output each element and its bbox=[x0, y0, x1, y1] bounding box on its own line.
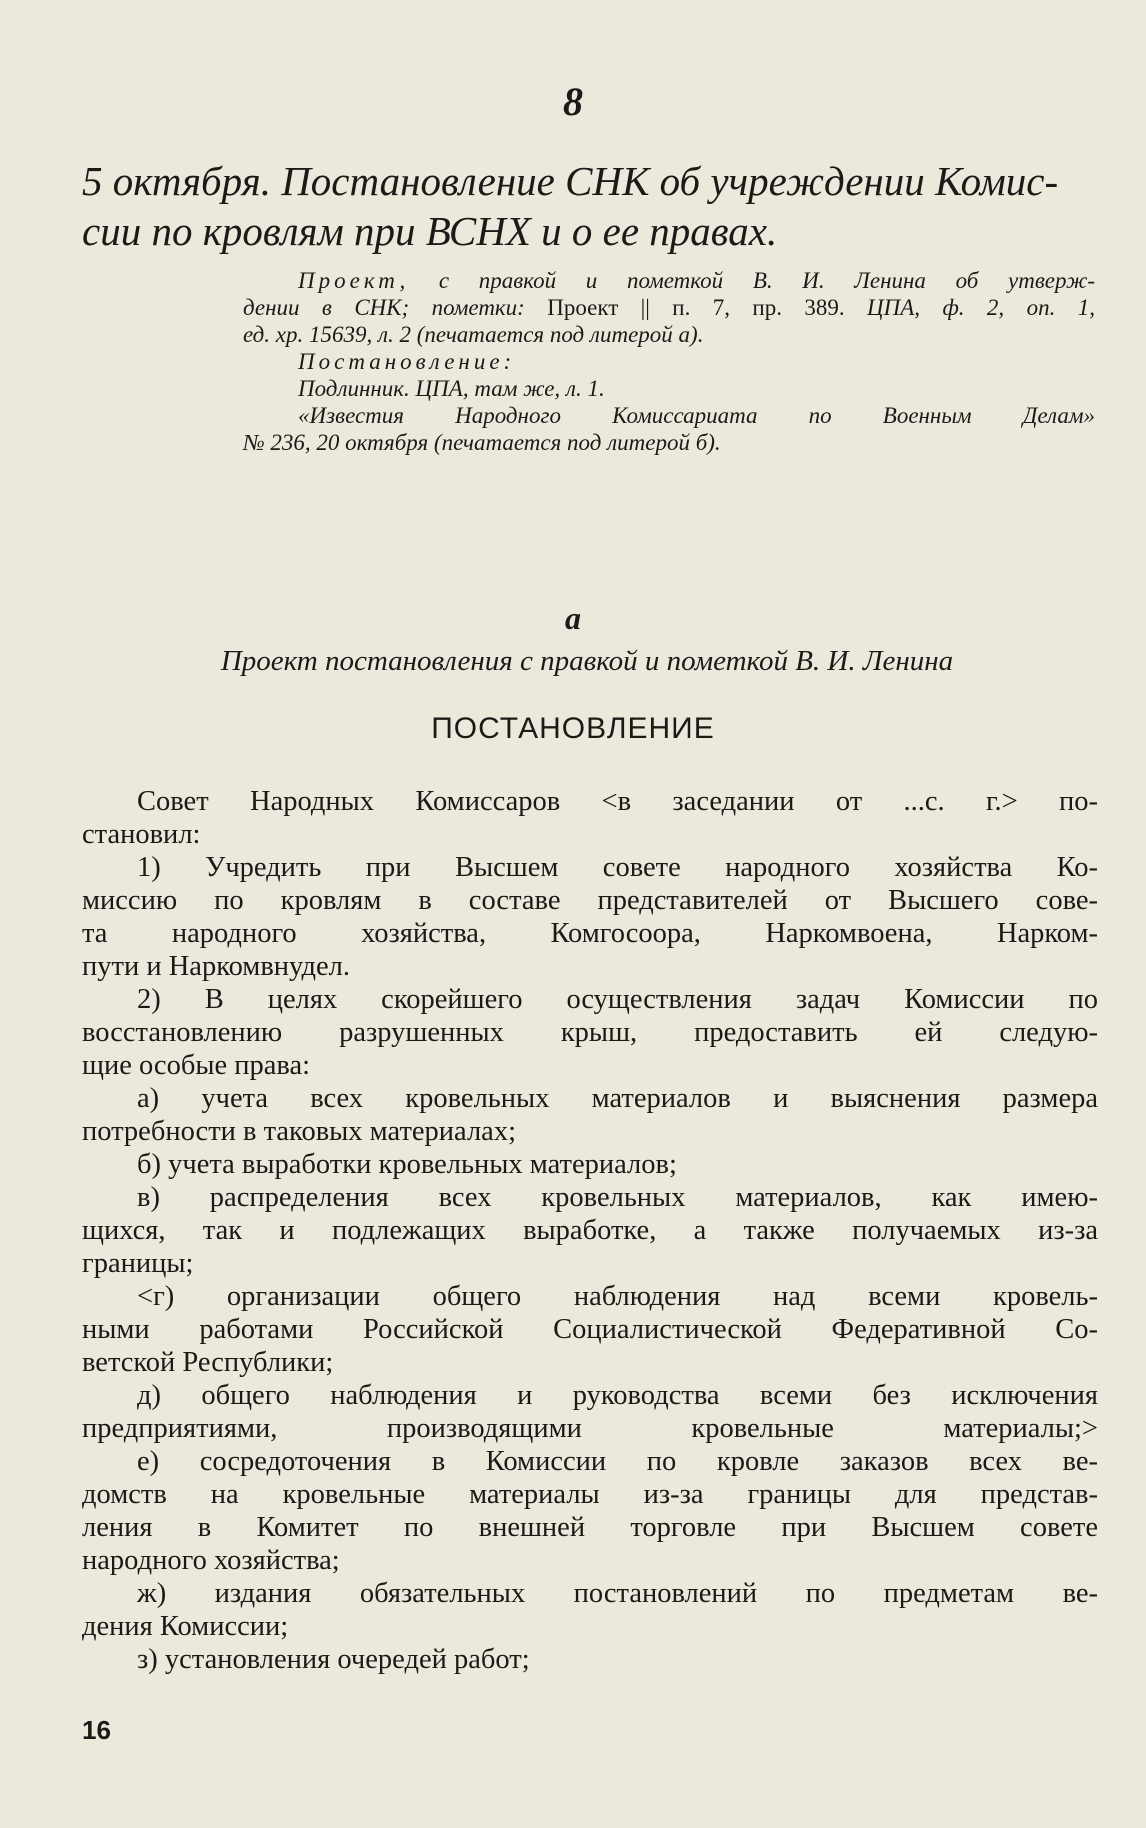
source-line: «Известия Народного Комиссариата по Военным Делам» bbox=[298, 403, 1095, 428]
body-line: е) сосредоточения в Комиссии по кровле заказов всех ве- bbox=[137, 1446, 1098, 1477]
heading-line: сии по кровлям при ВСНХ и о ее правах. bbox=[82, 208, 778, 254]
body-line: та народного хозяйства, Комгосоора, Наркомвоена, Нарком- bbox=[82, 918, 1098, 949]
heading-line: 5 октября. Постановление СНК об учреждении Комис- bbox=[82, 158, 1059, 204]
section-subtitle: Проект постановления с правкой и пометкой В. И. Ленина bbox=[220, 645, 954, 677]
source-line: дении в СНК; пометки: Проект || п. 7, пр. 389. ЦПА, ф. 2, оп. 1, bbox=[243, 295, 1095, 320]
body-line: народного хозяйства; bbox=[82, 1545, 340, 1576]
body-line: миссию по кровлям в составе представителей от Высшего сове- bbox=[82, 885, 1098, 916]
body-line: 1) Учредить при Высшем совете народного хозяйства Ко- bbox=[137, 852, 1098, 883]
page-number: 16 bbox=[82, 1715, 111, 1745]
source-line: Проект, с правкой и пометкой В. И. Ленина об утверж- bbox=[298, 268, 1095, 293]
body-line: домств на кровельные материалы из-за границы для представ- bbox=[82, 1479, 1098, 1510]
document-number: 8 bbox=[563, 79, 583, 124]
body-line: предприятиями, производящими кровельные материалы;> bbox=[82, 1413, 1098, 1444]
body-line: щихся, так и подлежащих выработке, а также получаемых из-за bbox=[82, 1215, 1098, 1246]
body-line: дения Комиссии; bbox=[82, 1611, 289, 1642]
source-line: Постановление: bbox=[298, 349, 516, 374]
source-note bbox=[243, 267, 1095, 456]
body-line: б) учета выработки кровельных материалов; bbox=[137, 1149, 677, 1180]
body-line: з) установления очередей работ; bbox=[137, 1644, 530, 1675]
body-line: ными работами Российской Социалистической Федеративной Со- bbox=[82, 1314, 1098, 1345]
body-line: ления в Комитет по внешней торговле при Высшем совете bbox=[82, 1512, 1098, 1543]
body-line: становил: bbox=[82, 819, 201, 850]
body-line: <г) организации общего наблюдения над всеми кровель- bbox=[137, 1281, 1098, 1312]
body-line: 2) В целях скорейшего осуществления задач Комиссии по bbox=[137, 984, 1098, 1015]
body-line: щие особые права: bbox=[82, 1050, 311, 1081]
body-line: ж) издания обязательных постановлений по предметам ве- bbox=[137, 1578, 1098, 1609]
source-line: № 236, 20 октября (печатается под литерой б). bbox=[243, 430, 721, 455]
body-line: а) учета всех кровельных материалов и выяснения размера bbox=[137, 1083, 1098, 1114]
source-line: ед. хр. 15639, л. 2 (печатается под литерой а). bbox=[243, 322, 704, 347]
body-line: Совет Народных Комиссаров <в заседании от ...с. г.> по- bbox=[137, 786, 1098, 817]
body-line: д) общего наблюдения и руководства всеми без исключения bbox=[137, 1380, 1098, 1411]
body-line: восстановлению разрушенных крыш, предоставить ей следую- bbox=[82, 1017, 1098, 1048]
document-heading bbox=[82, 156, 1082, 256]
body-line: ветской Республики; bbox=[82, 1347, 334, 1378]
document-body bbox=[82, 785, 1098, 1676]
body-line: границы; bbox=[82, 1248, 194, 1279]
section-letter: а bbox=[565, 600, 581, 636]
body-line: пути и Наркомвнудел. bbox=[82, 951, 350, 982]
body-line: потребности в таковых материалах; bbox=[82, 1116, 516, 1147]
document-title: ПОСТАНОВЛЕНИЕ bbox=[431, 712, 715, 745]
source-line: Подлинник. ЦПА, там же, л. 1. bbox=[298, 376, 605, 401]
body-line: в) распределения всех кровельных материалов, как имею- bbox=[137, 1182, 1098, 1213]
